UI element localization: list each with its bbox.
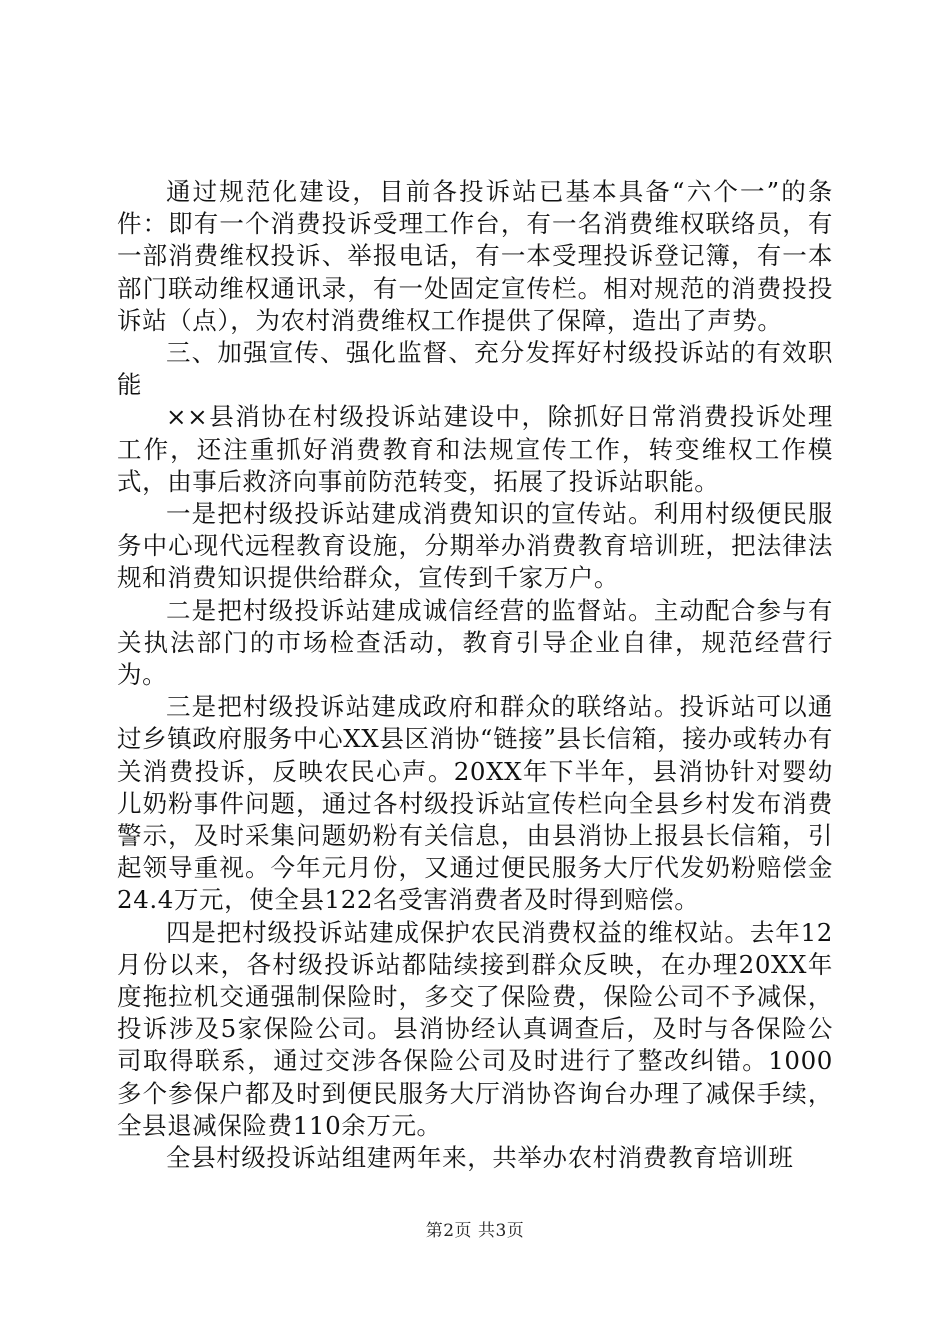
paragraph-point-two: 二是把村级投诉站建成诚信经营的监督站。主动配合参与有关执法部门的市场检查活动，教育引导企业自律，规范经营行为。	[117, 595, 833, 690]
paragraph-point-three: 三是把村级投诉站建成政府和群众的联络站。投诉站可以通过乡镇政府服务中心XX县区消协“链接”县长信箱，接办或转办有关消费投诉，反映农民心声。20XX年下半年，县消协针对婴幼儿奶粉事件问题，通过各村级投诉站宣传栏向全县乡村发布消费警示，及时采集问题奶粉有关信息，由县消协上报县长信箱，引起领导重视。今年元月份，又通过便民服务大厅代发奶粉赔偿金24.4万元，使全县122名受害消费者及时得到赔偿。	[117, 692, 833, 915]
page-number-footer: 第2页 共3页	[425, 1221, 525, 1241]
paragraph-point-one: 一是把村级投诉站建成消费知识的宣传站。利用村级便民服务中心现代远程教育设施，分期举办消费教育培训班，把法律法规和消费知识提供给群众，宣传到千家万户。	[117, 499, 833, 593]
paragraph-summary: 全县村级投诉站组建两年来，共举办农村消费教育培训班	[166, 1143, 794, 1173]
paragraph-intro: ××县消协在村级投诉站建设中，除抓好日常消费投诉处理工作，还注重抓好消费教育和法规宣传工作，转变维权工作模式，由事后救济向事前防范转变，拓展了投诉站职能。	[117, 402, 833, 496]
paragraph-point-four: 四是把村级投诉站建成保护农民消费权益的维权站。去年12月份以来，各村级投诉站都陆续接到群众反映，在办理20XX年度拖拉机交通强制保险时，多交了保险费，保险公司不予减保，投诉涉及5家保险公司。县消协经认真调查后，及时与各保险公司取得联系，通过交涉各保险公司及时进行了整改纠错。1000多个参保户都及时到便民服务大厅消协咨询台办理了减保手续，全县退减保险费110余万元。	[117, 917, 833, 1140]
document-body	[117, 176, 833, 1174]
section-heading: 三、加强宣传、强化监督、充分发挥好村级投诉站的有效职能	[117, 338, 833, 400]
paragraph-conditions: 通过规范化建设，目前各投诉站已基本具备“六个一”的条件：即有一个消费投诉受理工作台，有一名消费维权联络员，有一部消费维权投诉、举报电话，有一本受理投诉登记簿，有一本部门联动维权通讯录，有一处固定宣传栏。相对规范的消费投投诉站（点），为农村消费维权工作提供了保障，造出了声势。	[117, 177, 833, 335]
